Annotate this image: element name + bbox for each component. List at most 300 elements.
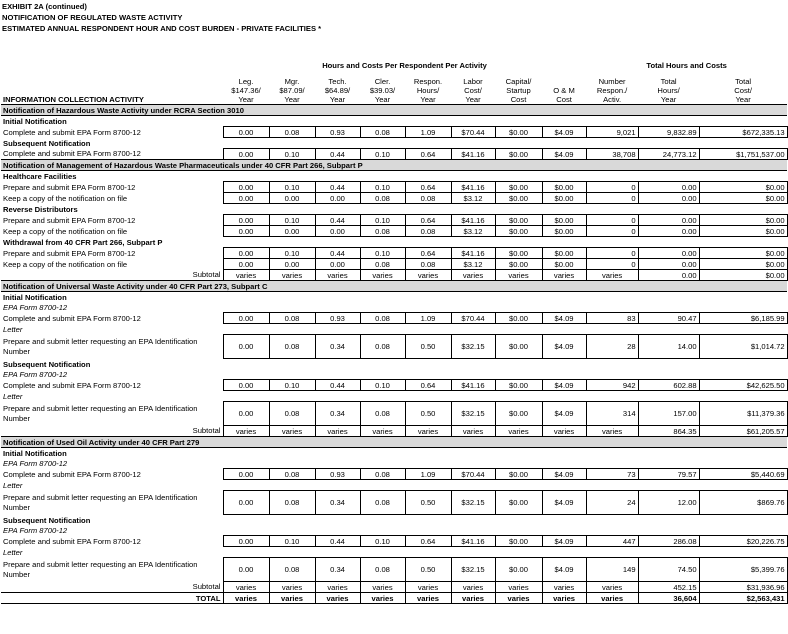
table-row: [1, 259, 787, 270]
table-cell: $32.15: [451, 491, 495, 515]
table-row: [1, 536, 787, 547]
column-header-line: $64.89/: [324, 86, 351, 95]
column-header-line: Cost/: [734, 86, 752, 95]
table-cell: $4.09: [542, 536, 586, 547]
row-label: Prepare and submit EPA Form 8700-12: [3, 182, 136, 192]
row-label: Keep a copy of the notification on file: [3, 226, 128, 236]
table-cell: $41.16: [451, 248, 495, 259]
table-cell: varies: [542, 270, 586, 281]
table-cell: 0.00: [223, 193, 269, 204]
table-cell: 0.50: [405, 335, 451, 359]
table-cell: 12.00: [638, 491, 699, 515]
table-cell: 0.08: [269, 491, 315, 515]
table-cell: varies: [451, 593, 495, 604]
row-label: Subsequent Notification: [3, 359, 91, 369]
table-cell: 0.08: [269, 558, 315, 582]
row-label: Complete and submit EPA Form 8700-12: [3, 536, 141, 546]
subsection-row: [1, 448, 787, 459]
row-label: EPA Form 8700-12: [3, 302, 68, 312]
table-cell: 24: [586, 491, 638, 515]
table-cell: varies: [269, 582, 315, 593]
table-cell: 0: [586, 226, 638, 237]
column-header-line: Capital/: [505, 77, 532, 86]
table-cell: 0.08: [360, 226, 405, 237]
table-cell: 0.93: [315, 313, 360, 324]
table-cell: 0.00: [315, 193, 360, 204]
table-cell: 0.00: [638, 215, 699, 226]
table-cell: $0.00: [495, 558, 542, 582]
table-cell: 0.08: [405, 226, 451, 237]
column-header: [269, 70, 315, 105]
row-label: EPA Form 8700-12: [3, 369, 68, 379]
row-label: EPA Form 8700-12: [3, 458, 68, 468]
table-cell: 73: [586, 469, 638, 480]
table-cell: $0.00: [495, 380, 542, 391]
table-cell: 1.09: [405, 469, 451, 480]
blank-cell: [1, 60, 223, 70]
table-cell: 0.64: [405, 182, 451, 193]
table-cell: 0.10: [269, 380, 315, 391]
column-header-line: Cost/: [464, 86, 482, 95]
table-cell: 0.00: [223, 127, 269, 138]
table-cell: 0.64: [405, 380, 451, 391]
column-header: [315, 70, 360, 105]
table-cell: varies: [315, 270, 360, 281]
table-cell: 0.00: [269, 193, 315, 204]
column-header-line: Respon./: [596, 86, 628, 95]
table-cell: 0.64: [405, 248, 451, 259]
table-cell: 0.34: [315, 558, 360, 582]
section-row: [1, 281, 787, 292]
table-cell: 0.08: [269, 335, 315, 359]
table-row: [1, 193, 787, 204]
table-cell: $0.00: [495, 215, 542, 226]
table-cell: 38,708: [586, 149, 638, 160]
table-cell: $0.00: [542, 215, 586, 226]
table-cell: 0.00: [638, 248, 699, 259]
table-cell: 0.10: [360, 215, 405, 226]
row-label: Healthcare Facilities: [3, 171, 77, 181]
column-header-line: Year: [660, 95, 677, 104]
table-cell: varies: [542, 426, 586, 437]
table-cell: $0.00: [495, 491, 542, 515]
column-header-line: $147.36/: [231, 86, 261, 95]
subsection-row: [1, 237, 787, 248]
table-cell: 0.50: [405, 402, 451, 426]
table-cell: varies: [586, 593, 638, 604]
table-cell: varies: [405, 270, 451, 281]
table-cell: 79.57: [638, 469, 699, 480]
table-cell: $5,440.69: [699, 469, 787, 480]
column-header-line: Year: [735, 95, 751, 104]
column-header-line: Total: [735, 77, 752, 86]
table-row: [1, 380, 787, 391]
row-label: Prepare and submit letter requesting an EPA Identification Number: [3, 559, 198, 579]
column-header-line: Leg.: [238, 77, 254, 86]
row-label: Initial Notification: [3, 448, 67, 458]
table-cell: varies: [269, 270, 315, 281]
table-cell: 0.44: [315, 248, 360, 259]
table-cell: $0.00: [542, 193, 586, 204]
table-cell: $4.09: [542, 469, 586, 480]
subsection-row: [1, 171, 787, 182]
table-cell: $0.00: [495, 402, 542, 426]
table-cell: $42,625.50: [699, 380, 787, 391]
table-cell: 0.44: [315, 380, 360, 391]
column-header-line: Year: [374, 95, 391, 104]
row-label: Prepare and submit EPA Form 8700-12: [3, 248, 136, 258]
section-row: [1, 160, 787, 171]
table-cell: $70.44: [451, 127, 495, 138]
row-label: Complete and submit EPA Form 8700-12: [3, 380, 141, 390]
group-header-total: Total Hours and Costs: [646, 60, 727, 70]
table-cell: $3.12: [451, 259, 495, 270]
row-label: Initial Notification: [3, 292, 67, 302]
row-label: Subsequent Notification: [3, 515, 91, 525]
table-cell: 0.00: [638, 182, 699, 193]
table-cell: $0.00: [495, 226, 542, 237]
table-cell: 0.08: [360, 402, 405, 426]
row-label: Prepare and submit letter requesting an EPA Identification Number: [3, 403, 198, 423]
total-row: [1, 593, 787, 604]
table-cell: 0.64: [405, 536, 451, 547]
column-header-line: Year: [284, 95, 300, 104]
table-cell: 74.50: [638, 558, 699, 582]
table-cell: 0: [586, 182, 638, 193]
table-cell: $1,751,537.00: [699, 149, 787, 160]
table-cell: 0.44: [315, 182, 360, 193]
table-cell: 0.34: [315, 335, 360, 359]
row-label: Letter: [3, 391, 23, 401]
table-cell: 0.10: [269, 248, 315, 259]
subsection-row: [1, 138, 787, 149]
table-cell: varies: [586, 270, 638, 281]
table-cell: 14.00: [638, 335, 699, 359]
table-cell: varies: [360, 426, 405, 437]
burden-table: [1, 60, 788, 604]
table-cell: $0.00: [542, 182, 586, 193]
table-cell: $0.00: [495, 259, 542, 270]
table-cell: $4.09: [542, 313, 586, 324]
table-cell: 0.08: [360, 558, 405, 582]
row-label: Notification of Used Oil Activity under 40 CFR Part 279: [1, 437, 787, 448]
table-cell: 0.08: [405, 259, 451, 270]
table-cell: varies: [223, 270, 269, 281]
subtotal-row: [1, 582, 787, 593]
exhibit-title: EXHIBIT 2A (continued): [2, 2, 87, 11]
table-cell: 0.00: [223, 491, 269, 515]
table-cell: 0.00: [269, 259, 315, 270]
subtotal-row: [1, 426, 787, 437]
table-row: [1, 127, 787, 138]
table-cell: $0.00: [699, 182, 787, 193]
table-cell: $70.44: [451, 469, 495, 480]
table-cell: $0.00: [495, 335, 542, 359]
table-cell: $61,205.57: [699, 426, 787, 437]
table-cell: $0.00: [495, 193, 542, 204]
table-cell: 0.93: [315, 127, 360, 138]
row-label: EPA Form 8700-12: [3, 525, 68, 535]
table-cell: $20,226.75: [699, 536, 787, 547]
row-label: Subtotal: [192, 426, 221, 436]
column-header-line: Hours/: [416, 86, 440, 95]
row-label: Complete and submit EPA Form 8700-12: [3, 313, 141, 323]
table-cell: 0.50: [405, 558, 451, 582]
table-cell: 0.64: [405, 215, 451, 226]
subsection-row: [1, 116, 787, 127]
row-label: Letter: [3, 480, 23, 490]
form-type-row: [1, 525, 787, 536]
table-cell: 0.10: [360, 149, 405, 160]
table-row: [1, 248, 787, 259]
table-cell: 0.10: [360, 536, 405, 547]
table-cell: 0.10: [269, 536, 315, 547]
group-header-per-respondent: Hours and Costs Per Respondent Per Activity: [322, 60, 487, 70]
column-header-line: $87.09/: [279, 86, 305, 95]
table-cell: $672,335.13: [699, 127, 787, 138]
table-cell: varies: [586, 582, 638, 593]
table-cell: 0.08: [360, 335, 405, 359]
table-cell: varies: [451, 582, 495, 593]
table-cell: 0.08: [269, 313, 315, 324]
row-label: Prepare and submit EPA Form 8700-12: [3, 215, 136, 225]
row-label: Notification of Universal Waste Activity under 40 CFR Part 273, Subpart C: [1, 281, 787, 292]
subsection-row: [1, 359, 787, 370]
column-header-line: Startup: [506, 86, 531, 95]
table-cell: 0.00: [223, 402, 269, 426]
table-cell: $41.16: [451, 149, 495, 160]
section-row: [1, 105, 787, 116]
table-cell: 0.10: [360, 380, 405, 391]
table-cell: $70.44: [451, 313, 495, 324]
table-cell: 0.08: [360, 193, 405, 204]
table-cell: 0.08: [360, 491, 405, 515]
column-header: [451, 70, 495, 105]
table-cell: $0.00: [495, 182, 542, 193]
row-label: Subsequent Notification: [3, 138, 91, 148]
table-cell: 0.08: [269, 127, 315, 138]
table-cell: varies: [360, 582, 405, 593]
table-cell: varies: [405, 426, 451, 437]
table-row: [1, 149, 787, 160]
table-cell: $11,379.36: [699, 402, 787, 426]
table-cell: 0.00: [223, 149, 269, 160]
table-cell: varies: [269, 593, 315, 604]
column-header-line: Cler.: [374, 77, 391, 86]
table-cell: 0.00: [223, 558, 269, 582]
table-cell: 0: [586, 215, 638, 226]
table-cell: 0.00: [223, 380, 269, 391]
table-cell: 0.00: [638, 226, 699, 237]
column-header-line: Year: [329, 95, 346, 104]
row-label: Initial Notification: [3, 116, 67, 126]
table-cell: varies: [315, 426, 360, 437]
table-row: [1, 215, 787, 226]
table-cell: 602.88: [638, 380, 699, 391]
table-cell: varies: [495, 593, 542, 604]
table-cell: $4.09: [542, 335, 586, 359]
table-cell: $0.00: [495, 536, 542, 547]
table-row: [1, 402, 787, 426]
table-cell: $869.76: [699, 491, 787, 515]
row-label: Letter: [3, 547, 23, 557]
column-header-line: Year: [465, 95, 481, 104]
table-cell: 0.00: [638, 259, 699, 270]
row-label: Prepare and submit letter requesting an EPA Identification Number: [3, 492, 198, 512]
table-cell: 0.00: [223, 469, 269, 480]
table-cell: varies: [315, 582, 360, 593]
table-cell: 0.44: [315, 215, 360, 226]
column-header-line: Hours/: [657, 86, 680, 95]
table-cell: 0.00: [223, 248, 269, 259]
column-header-line: Respon.: [413, 77, 443, 86]
table-cell: 0.10: [269, 182, 315, 193]
table-cell: 36,604: [638, 593, 699, 604]
table-cell: $41.16: [451, 380, 495, 391]
table-cell: $41.16: [451, 536, 495, 547]
table-cell: $32.15: [451, 558, 495, 582]
table-cell: 0.10: [269, 215, 315, 226]
table-cell: varies: [223, 593, 269, 604]
table-cell: 83: [586, 313, 638, 324]
table-row: [1, 335, 787, 359]
row-label: Prepare and submit letter requesting an EPA Identification Number: [3, 336, 198, 356]
table-cell: varies: [360, 593, 405, 604]
table-row: [1, 313, 787, 324]
column-header-line: Cost: [556, 95, 572, 104]
row-label: Subtotal: [192, 270, 221, 280]
table-cell: $4.09: [542, 127, 586, 138]
column-header-line: $39.03/: [369, 86, 396, 95]
row-label: Keep a copy of the notification on file: [3, 193, 128, 203]
table-cell: $0.00: [699, 215, 787, 226]
table-cell: $3.12: [451, 226, 495, 237]
row-label: Complete and submit EPA Form 8700-12: [3, 149, 141, 159]
table-cell: 0.08: [405, 193, 451, 204]
table-cell: 0.00: [315, 259, 360, 270]
table-cell: 0.10: [269, 149, 315, 160]
table-cell: $4.09: [542, 149, 586, 160]
table-cell: 0.00: [315, 226, 360, 237]
table-cell: varies: [542, 582, 586, 593]
row-label: Reverse Distributors: [3, 204, 78, 214]
table-cell: $31,936.96: [699, 582, 787, 593]
table-cell: 9,021: [586, 127, 638, 138]
table-cell: 0.08: [360, 127, 405, 138]
table-cell: varies: [405, 582, 451, 593]
table-row: [1, 469, 787, 480]
table-cell: varies: [495, 426, 542, 437]
table-cell: 314: [586, 402, 638, 426]
table-cell: 0.34: [315, 491, 360, 515]
table-cell: 864.35: [638, 426, 699, 437]
table-cell: $0.00: [495, 149, 542, 160]
table-cell: $0.00: [542, 248, 586, 259]
row-label: Keep a copy of the notification on file: [3, 259, 128, 269]
table-cell: 0.00: [223, 259, 269, 270]
subtotal-row: [1, 270, 787, 281]
table-cell: $0.00: [495, 127, 542, 138]
table-cell: $32.15: [451, 402, 495, 426]
table-cell: $5,399.76: [699, 558, 787, 582]
table-cell: $0.00: [699, 193, 787, 204]
column-header: [638, 70, 699, 105]
column-header-line: Total: [660, 77, 677, 86]
table-cell: varies: [495, 582, 542, 593]
row-label: Complete and submit EPA Form 8700-12: [3, 469, 141, 479]
form-type-row: [1, 324, 787, 335]
table-cell: $2,563,431: [699, 593, 787, 604]
table-cell: $41.16: [451, 215, 495, 226]
row-label: TOTAL: [1, 593, 223, 604]
table-cell: $0.00: [699, 259, 787, 270]
table-cell: $4.09: [542, 402, 586, 426]
row-label: Subtotal: [192, 582, 221, 592]
column-header-line: [544, 77, 584, 86]
table-cell: $0.00: [542, 226, 586, 237]
table-cell: $0.00: [495, 248, 542, 259]
table-cell: $4.09: [542, 558, 586, 582]
table-cell: $0.00: [699, 270, 787, 281]
column-header-line: Year: [238, 95, 254, 104]
subsection-row: [1, 515, 787, 526]
table-cell: $0.00: [699, 226, 787, 237]
table-cell: 942: [586, 380, 638, 391]
table-cell: 0.64: [405, 149, 451, 160]
column-header-line: Labor: [463, 77, 483, 86]
table-cell: 0.34: [315, 402, 360, 426]
table-cell: 1.09: [405, 313, 451, 324]
column-header: [699, 70, 787, 105]
row-label: Notification of Management of Hazardous Waste Pharmaceuticals under 40 CFR Part 266, Subpart P: [1, 160, 787, 171]
section-row: [1, 437, 787, 448]
table-cell: varies: [451, 426, 495, 437]
table-cell: 28: [586, 335, 638, 359]
subsection-row: [1, 292, 787, 303]
table-cell: $6,185.99: [699, 313, 787, 324]
document-subtitle: ESTIMATED ANNUAL RESPONDENT HOUR AND COST BURDEN - PRIVATE FACILITIES *: [2, 24, 322, 33]
table-cell: 0.00: [638, 270, 699, 281]
column-header: [360, 70, 405, 105]
form-type-row: [1, 458, 787, 469]
activity-column-header: INFORMATION COLLECTION ACTIVITY: [3, 95, 144, 104]
table-cell: 286.08: [638, 536, 699, 547]
table-cell: 0.44: [315, 149, 360, 160]
column-header-line: Cost: [510, 95, 527, 104]
table-row: [1, 491, 787, 515]
table-cell: 0.00: [269, 226, 315, 237]
table-cell: 0.10: [360, 248, 405, 259]
table-cell: 0: [586, 248, 638, 259]
table-cell: varies: [223, 426, 269, 437]
column-header-line: Activ.: [603, 95, 622, 104]
table-cell: $4.09: [542, 380, 586, 391]
table-cell: 0.00: [223, 335, 269, 359]
table-cell: varies: [223, 582, 269, 593]
table-cell: varies: [360, 270, 405, 281]
table-cell: 0.93: [315, 469, 360, 480]
table-cell: 0.00: [638, 193, 699, 204]
row-label: Complete and submit EPA Form 8700-12: [3, 127, 141, 137]
table-cell: 0.08: [269, 402, 315, 426]
table-cell: 0: [586, 259, 638, 270]
column-header-line: O & M: [553, 86, 575, 95]
table-cell: 452.15: [638, 582, 699, 593]
form-type-row: [1, 480, 787, 491]
table-cell: $1,014.72: [699, 335, 787, 359]
table-cell: varies: [315, 593, 360, 604]
row-label: Notification of Hazardous Waste Activity under RCRA Section 3010: [1, 105, 787, 116]
